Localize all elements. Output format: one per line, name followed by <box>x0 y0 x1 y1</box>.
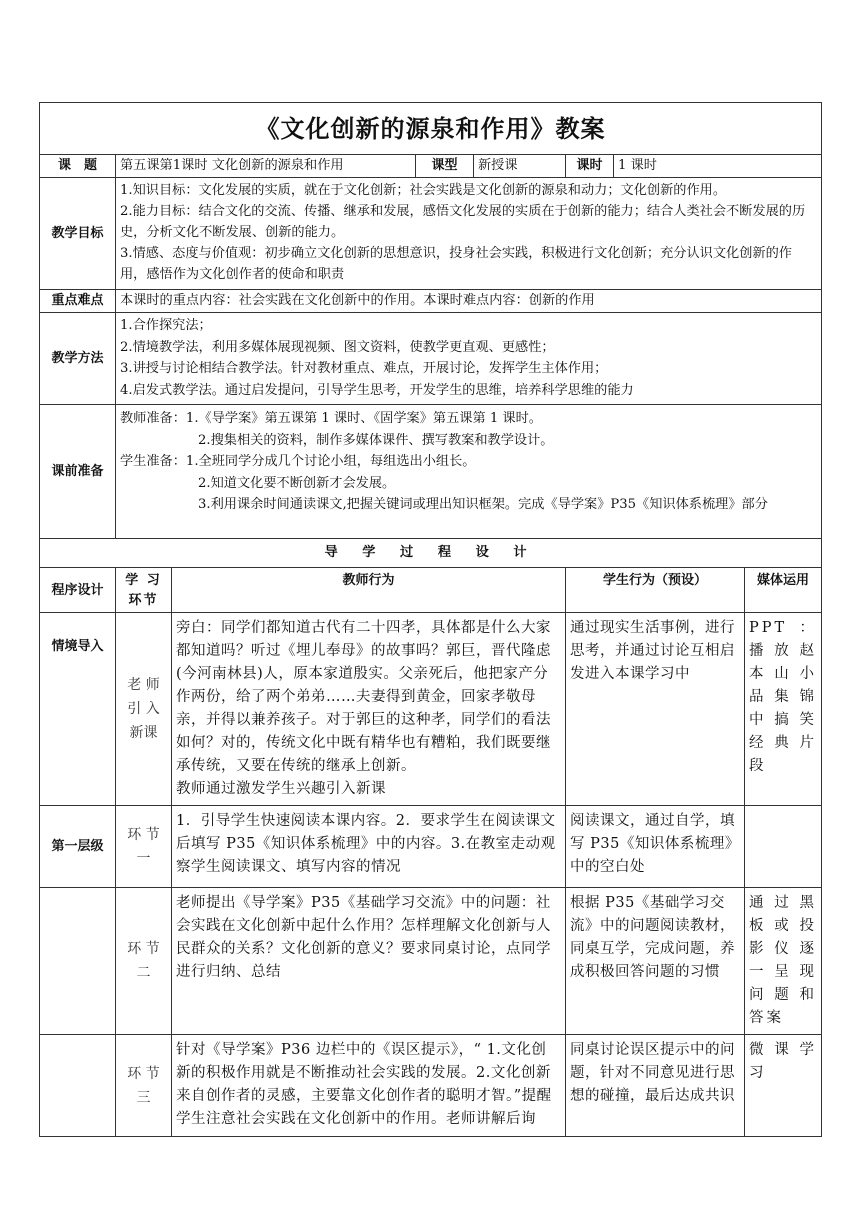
process-section-title: 导 学 过 程 设 计 <box>40 539 822 568</box>
methods-line: 2.情境教学法，利用多媒体展现视频、图文资料，使教学更直观、更感性； <box>120 339 555 355</box>
row-student-action: 同桌讨论误区提示中的问题，针对不同意见进行思想的碰撞，最后达成共识 <box>566 1035 745 1137</box>
type-label: 课型 <box>416 155 474 178</box>
lesson-plan-document <box>39 102 821 1137</box>
goals-label: 教学目标 <box>40 178 116 290</box>
lesson-plan-table <box>39 102 822 1137</box>
table-row <box>40 806 822 888</box>
row-link: 环 节 三 <box>116 1035 172 1137</box>
row-link: 环 节 二 <box>116 888 172 1035</box>
column-header-teacher: 教师行为 <box>172 568 566 613</box>
column-header-student: 学生行为（预设） <box>566 568 745 613</box>
table-row <box>40 888 822 1035</box>
row-media <box>745 806 822 888</box>
row-program <box>40 1035 116 1137</box>
student-prep-line: 3.利用课余时间通读课文,把握关键词或理出知识框架。完成《导学案》P35《知识体系梳理》部分 <box>198 497 768 512</box>
preparation-content <box>116 405 822 539</box>
table-row <box>40 1035 822 1137</box>
teacher-prep-line: 2.搜集相关的资料，制作多媒体课件、撰写教案和教学设计。 <box>198 432 554 448</box>
row-media: PPT：播放赵本山小品集锦中搞笑经典片段 <box>745 613 822 806</box>
row-teacher-action: 针对《导学案》P36 边栏中的《误区提示》，“ 1.文化创新的积极作用就是不断推动社会实践的发展。2.文化创新来自创作者的灵感，主要靠文化创作者的聪明才智。”提醒学生注意社会实践在文化创新中的作用。老师讲解后询 <box>172 1035 566 1137</box>
preparation-label: 课前准备 <box>40 405 116 539</box>
row-program: 第一层级 <box>40 806 116 888</box>
row-media: 微课学习 <box>745 1035 822 1137</box>
methods-content <box>116 313 822 405</box>
hours-value: 1 课时 <box>614 155 822 178</box>
row-teacher-action: 1．引导学生快速阅读本课内容。2．要求学生在阅读课文后填写 P35《知识体系梳理》中的内容。3.在教室走动观察学生阅读课文、填写内容的情况 <box>172 806 566 888</box>
key-points-text: 本课时的重点内容：社会实践在文化创新中的作用。本课时难点内容：创新的作用 <box>116 290 822 313</box>
goals-line: 3.情感、态度与价值观：初步确立文化创新的思想意识，投身社会实践，积极进行文化创新；充分认识文化创新的作用，感悟作为文化创作者的使命和职责 <box>120 246 792 282</box>
row-media: 通过黑板或投影仪逐一呈现问题和答案 <box>745 888 822 1035</box>
methods-line: 4.启发式教学法。通过启发提问，引导学生思考，开发学生的思维，培养科学思维的能力 <box>120 382 634 398</box>
row-teacher-action: 旁白：同学们都知道古代有二十四孝，具体都是什么大家都知道吗？听过《埋儿奉母》的故事吗？郭巨，晋代隆虑(今河南林县)人，原本家道殷实。父亲死后，他把家产分作两份，给了两个弟弟……夫妻得到黄金，回家孝敬母亲，并得以兼养孩子。对于郭巨的这种孝，同学们的看法如何？对的，传统文化中既有精华也有糟粕，我们既要继承传统，又要在传统的继承上创新。 教师通过激发学生兴趣引入新课 <box>172 613 566 806</box>
table-row <box>40 613 822 806</box>
column-header-media: 媒体运用 <box>745 568 822 613</box>
hours-label: 课时 <box>566 155 614 178</box>
row-link: 环 节 一 <box>116 806 172 888</box>
row-student-action: 根据 P35《基础学习交流》中的问题阅读教材，同桌互学，完成问题，养成积极回答问题的习惯 <box>566 888 745 1035</box>
topic-label: 课 题 <box>40 155 116 178</box>
goals-content <box>116 178 822 290</box>
key-points-label: 重点难点 <box>40 290 116 313</box>
row-teacher-action: 老师提出《导学案》P35《基础学习交流》中的问题：社会实践在文化创新中起什么作用？怎样理解文化创新与人民群众的关系？文化创新的意义？要求同桌讨论，点同学进行归纳、总结 <box>172 888 566 1035</box>
goals-line: 1.知识目标：文化发展的实质，就在于文化创新；社会实践是文化创新的源泉和动力；文化创新的作用。 <box>120 183 727 198</box>
student-prep-line: 2.知道文化要不断创新才会发展。 <box>198 475 396 491</box>
row-program: 情境导入 <box>40 613 116 806</box>
goals-line: 2.能力目标：结合文化的交流、传播、继承和发展，感悟文化发展的实质在于创新的能力；结合人类社会不断发展的历史，分析文化不断发展、创新的能力。 <box>120 204 806 240</box>
methods-line: 3.讲授与讨论相结合教学法。针对教材重点、难点，开展讨论，发挥学生主体作用； <box>120 361 608 376</box>
column-header-program: 程序设计 <box>40 568 116 613</box>
type-value: 新授课 <box>474 155 566 178</box>
row-student-action: 通过现实生活事例，进行思考，并通过讨论互相启发进入本课学习中 <box>566 613 745 806</box>
row-student-action: 阅读课文，通过自学，填写 P35《知识体系梳理》中的空白处 <box>566 806 745 888</box>
document-title: 《文化创新的源泉和作用》教案 <box>40 103 822 155</box>
row-program <box>40 888 116 1035</box>
student-prep-line: 学生准备：1.全班同学分成几个讨论小组，每组选出小组长。 <box>120 454 476 469</box>
column-header-link: 学 习 环节 <box>116 568 172 613</box>
methods-label: 教学方法 <box>40 313 116 405</box>
topic-value: 第五课第1课时 文化创新的源泉和作用 <box>116 155 416 178</box>
teacher-prep-line: 教师准备：1.《导学案》第五课第 1 课时、《固学案》第五课第 1 课时。 <box>120 411 542 426</box>
methods-line: 1.合作探究法； <box>120 318 212 333</box>
row-link: 老 师 引 入 新课 <box>116 613 172 806</box>
